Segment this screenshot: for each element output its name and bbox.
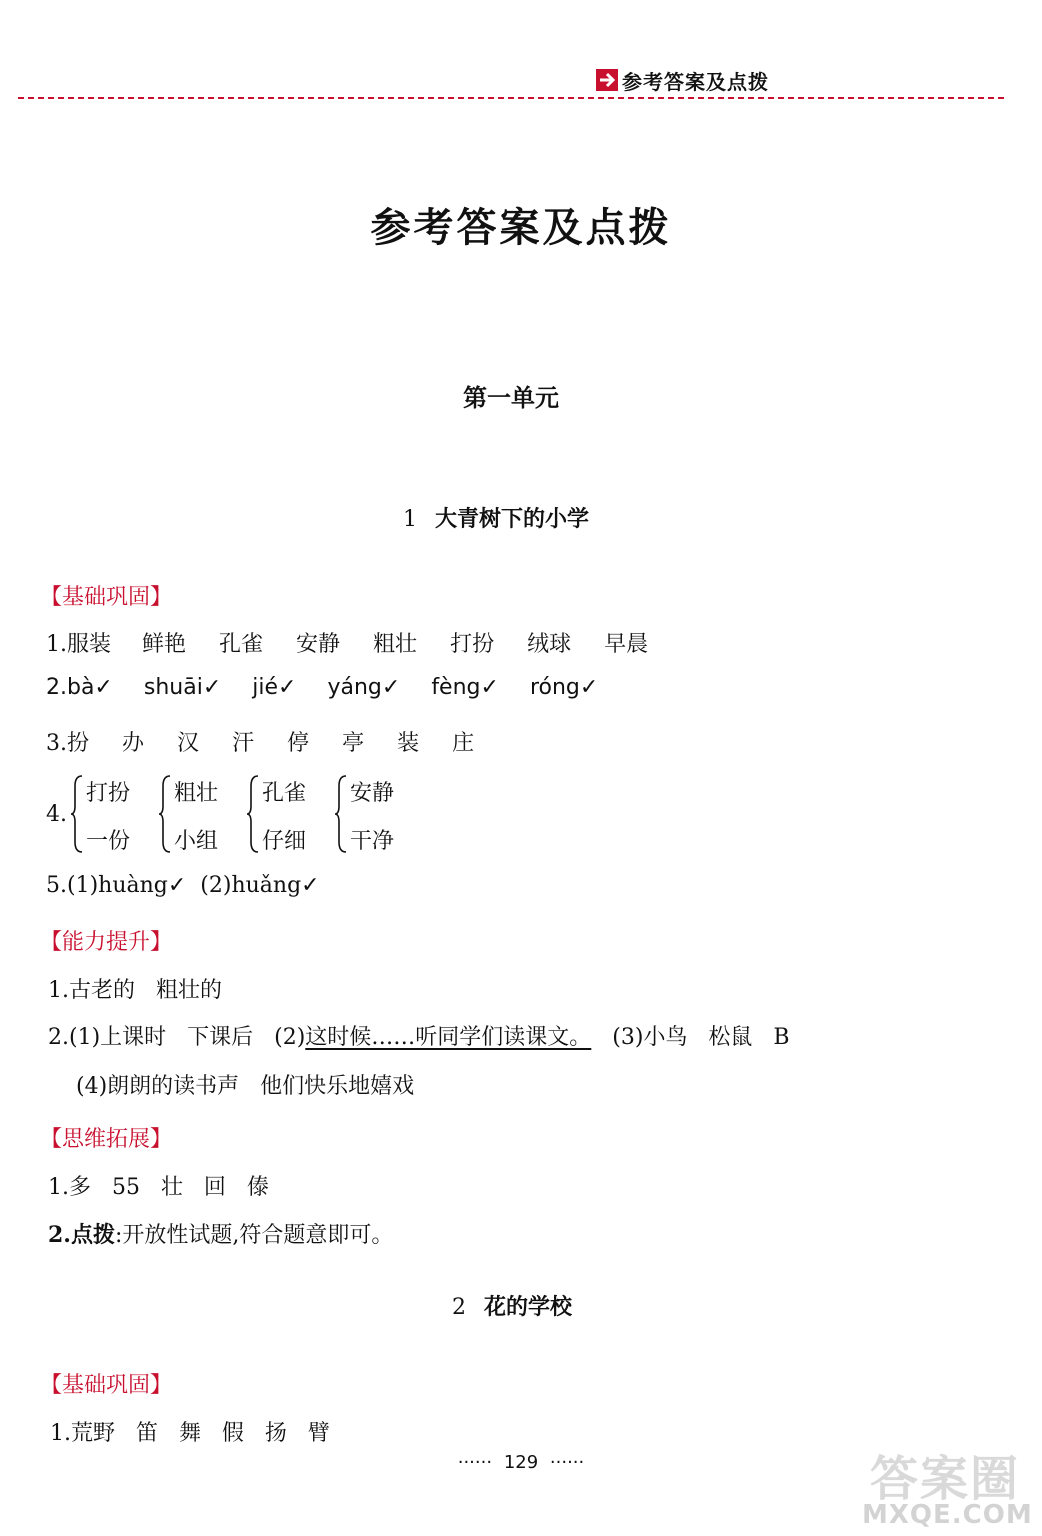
- section-basic: 【基础巩固】: [40, 585, 173, 610]
- q4-top: 孔雀: [262, 781, 307, 806]
- page-title: 参考答案及点拨: [370, 204, 672, 251]
- q3-item: 办: [122, 731, 145, 756]
- lesson-1-title: [403, 502, 589, 533]
- brace-icon: [246, 774, 260, 854]
- q3-item: 汉: [177, 731, 200, 756]
- q4-bottom: 小组: [174, 829, 219, 854]
- ability-q2-line2: (4)朗朗的读书声 他们快乐地嬉戏: [76, 1074, 415, 1099]
- thinking-q1: 1.多 55 壮 回 傣: [48, 1175, 269, 1200]
- arrow-icon: [596, 69, 618, 91]
- q1-item: 鲜艳: [142, 632, 187, 657]
- q1-item: 1.服装: [46, 632, 111, 657]
- q2-item: jié✓: [252, 675, 297, 700]
- q2-item: yáng✓: [327, 675, 401, 700]
- q4-pair: [158, 774, 222, 854]
- q4-pair: [334, 774, 398, 854]
- brace-icon: [158, 774, 172, 854]
- q4-top: 打扮: [86, 781, 131, 806]
- thinking-q2-text: :开放性试题,符合题意即可。: [114, 1223, 394, 1248]
- unit-title: 第一单元: [463, 384, 559, 412]
- q3-item: 3.扮: [46, 731, 89, 756]
- thinking-q2: [48, 1218, 393, 1249]
- q4-bottom: 仔细: [262, 829, 307, 854]
- q3-item: 庄: [452, 731, 475, 756]
- page-dots: ······: [549, 1452, 585, 1473]
- header-divider: [18, 97, 1004, 99]
- answer-q5: 5.(1)huàng✓ (2)huǎng✓: [46, 873, 320, 898]
- q2-item: shuāi✓: [143, 675, 222, 700]
- q1-item: 粗壮: [373, 632, 418, 657]
- q4-top: 安静: [350, 781, 395, 806]
- lesson-1-name: 大青树下的小学: [435, 506, 590, 532]
- answer-q1: [46, 627, 648, 658]
- q4-pair: [70, 774, 134, 854]
- q1-item: 孔雀: [219, 632, 264, 657]
- thinking-q2-label: 2.点拨: [48, 1222, 115, 1248]
- q4-top: 粗壮: [174, 781, 219, 806]
- lesson-2-name: 花的学校: [484, 1294, 573, 1320]
- ability-q2: [48, 1020, 790, 1051]
- q3-item: 汗: [232, 731, 255, 756]
- ability-q2-part2: (3)小鸟 松鼠 B: [591, 1025, 790, 1050]
- watermark-url: MXQE.COM: [862, 1500, 1033, 1530]
- lesson-2-title: [452, 1290, 572, 1321]
- section-basic-2: 【基础巩固】: [40, 1373, 173, 1398]
- page-number-value: 129: [503, 1452, 539, 1473]
- q4-label: 4.: [46, 802, 67, 827]
- q4-bottom: 一份: [86, 829, 131, 854]
- q3-item: 亭: [342, 731, 365, 756]
- q2-item: róng✓: [529, 675, 599, 700]
- lesson-2-number: 2: [452, 1295, 466, 1320]
- q1-item: 绒球: [527, 632, 572, 657]
- ability-q2-part1: 2.(1)上课时 下课后 (2): [48, 1025, 306, 1050]
- section-ability: 【能力提升】: [40, 930, 173, 955]
- answer-q2: [46, 675, 598, 700]
- q1-item: 安静: [296, 632, 341, 657]
- answer-q3: [46, 726, 474, 757]
- q2-item: 2.bà✓: [46, 675, 113, 700]
- ability-q2-underlined: 这时候……听同学们读课文。: [305, 1025, 592, 1050]
- section-thinking: 【思维拓展】: [40, 1127, 173, 1152]
- lesson-1-number: 1: [403, 507, 417, 532]
- brace-icon: [334, 774, 348, 854]
- q3-item: 装: [397, 731, 420, 756]
- watermark-logo: 答案圈: [870, 1451, 1021, 1507]
- lesson-2-q1: 1.荒野 笛 舞 假 扬 臂: [50, 1421, 330, 1446]
- q1-item: 打扮: [450, 632, 495, 657]
- q4-pair: [246, 774, 310, 854]
- ability-q1: 1.古老的 粗壮的: [48, 978, 222, 1003]
- q2-item: fèng✓: [431, 675, 499, 700]
- header-title: 参考答案及点拨: [622, 70, 769, 94]
- q3-item: 停: [287, 731, 310, 756]
- page-dots: ······: [457, 1452, 493, 1473]
- q1-item: 早晨: [604, 632, 649, 657]
- brace-icon: [70, 774, 84, 854]
- q4-bottom: 干净: [350, 829, 395, 854]
